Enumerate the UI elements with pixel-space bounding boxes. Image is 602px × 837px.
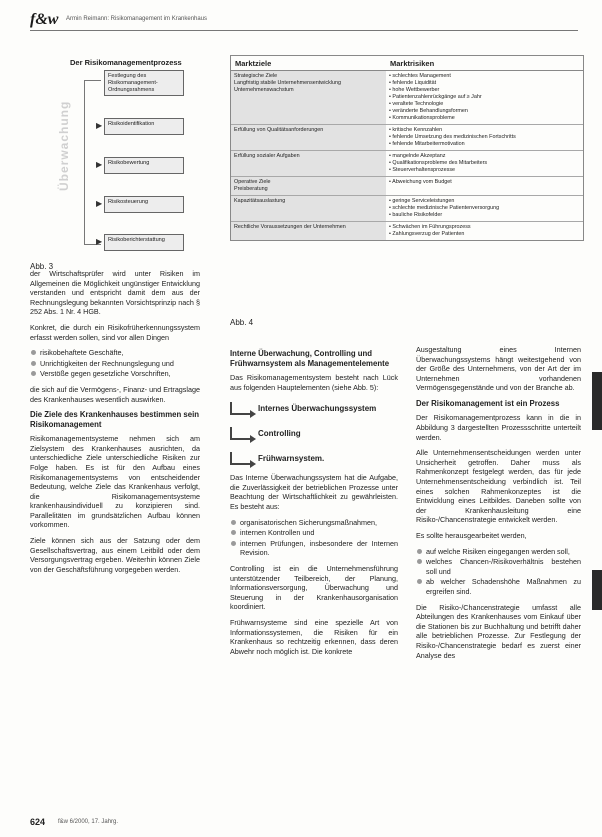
fig3-title: Der Risikomanagementprozess: [70, 58, 182, 67]
paragraph: Ausgestaltung eines Internen Überwachungssystems hängt weitestgehend von der Größe des Unternehmens, von der Art der im Unternehmen vorhandenen Vermögensgegenstände und von der Branche ab.: [416, 345, 581, 393]
header-divider: [30, 30, 578, 31]
market-risks-cell: [386, 196, 583, 221]
corner-arrow-icon: [230, 402, 250, 415]
list-item: organisatorischen Sicherungsmaßnahmen,: [240, 518, 398, 528]
fig4-caption: Abb. 4: [230, 318, 254, 327]
risk-item: • geringe Serviceleistungen: [389, 198, 580, 205]
risk-item: • Schwächen im Führungsprozess: [389, 224, 580, 231]
bullet-list: [230, 518, 398, 558]
paragraph: Ziele können sich aus der Satzung oder dem Gesellschaftsvertrag, aus einem Leitbild oder dem Versorgungsvertrag ergeben. Weiterhin können Ziele von der Geschäftsführung vorgegeben werden.: [30, 536, 200, 574]
risk-item: • hohe Wettbewerber: [389, 87, 580, 94]
risk-item: • schlechte medizinische Patientenversorgung: [389, 205, 580, 212]
paragraph: Es sollte herausgearbeitet werden,: [416, 531, 527, 540]
risk-item: • fehlende Liquidität: [389, 80, 580, 87]
paragraph: Der Risikomanagementprozess kann in die in Abbildung 3 dargestellten Prozessschritte unterteilt werden.: [416, 413, 581, 442]
arrow-right-icon: ▶: [96, 160, 103, 169]
fig3-caption: Abb. 3: [30, 262, 54, 271]
paragraph: Das Risikomanagementsystem besteht nach Lück aus folgenden Hauptelementen (siehe Abb. 5):: [230, 373, 398, 392]
risk-item: • bauliche Risikofelder: [389, 212, 580, 219]
journal-logo: f&w: [30, 11, 59, 28]
risk-item: • Abweichung vom Budget: [389, 179, 580, 186]
market-goal-cell: Operative Ziele Preisberatung: [231, 177, 386, 195]
risk-item: • kritische Kennzahlen: [389, 127, 580, 134]
paragraph: Frühwarnsysteme sind eine spezielle Art von Informationssystemen, die Risiken für ein Krankenhaus so rechtzeitig erkennen, dass deren Abwehr noch möglich ist. Die konkrete: [230, 617, 398, 656]
fig3-side-label: Überwachung: [57, 100, 71, 191]
risk-item: • Zahlungsverzug der Patienten: [389, 231, 580, 238]
risk-item: • Steuerverhaltensprozesse: [389, 167, 580, 174]
table-row: [231, 71, 583, 125]
market-risks-cell: [386, 151, 583, 176]
risk-item: • schlechtes Management: [389, 73, 580, 80]
market-risks-cell: [386, 125, 583, 150]
risk-item: • Kommunikationsprobleme: [389, 115, 580, 122]
market-goal-cell: Kapazitätsauslastung: [231, 196, 386, 221]
table-row: [231, 222, 583, 240]
risk-item: • veränderte Behandlungsformen: [389, 108, 580, 115]
section-heading: Interne Überwachung, Controlling und Frühwarnsystem als Managementelemente: [230, 349, 390, 368]
footer-citation: f&w 6/2000, 17. Jahrg.: [58, 819, 119, 825]
fig3-step-box: Festlegung des Risikomanagement-Ordnungsrahmens: [104, 70, 184, 96]
paragraph: die sich auf die Vermögens-, Finanz- und Ertragslage des Krankenhauses wesentlich auswirken.: [30, 384, 200, 404]
fig3-step-box: Risikosteuerung: [104, 196, 184, 213]
risk-item: • fehlende Umsetzung des medizinischen Fortschritts: [389, 134, 580, 141]
paragraph: Das Interne Überwachungssystem hat die Aufgabe, die Zuverlässigkeit der betrieblichen Prozesse unter Beachtung der Wirtschaftlichkeit zu gewährleisten. Es besteht aus:: [230, 473, 398, 511]
edge-tab-mark: [592, 372, 602, 430]
market-goal-cell: Rechtliche Voraussetzungen der Unternehmen: [231, 222, 386, 240]
table-row: [231, 196, 583, 222]
element-early-warning: [230, 448, 398, 469]
market-goal-cell: Strategische Ziele Langfristig stabile Unternehmensentwicklung Unternehmenswachstum: [231, 71, 386, 124]
section-heading: Der Risikomanagement ist ein Prozess: [416, 398, 560, 408]
fig4-table: [230, 55, 584, 241]
market-goal-cell: Erfüllung von Qualitätsanforderungen: [231, 125, 386, 150]
table-row: [231, 125, 583, 151]
market-risks-cell: [386, 222, 583, 240]
paragraph: Konkret, die durch ein Risikofrüherkennungssystem erfasst werden sollen, sind vor allen Dingen: [30, 322, 200, 342]
corner-arrow-icon: [230, 452, 250, 465]
list-item: risikobehaftete Geschäfte,: [40, 348, 200, 358]
bullet-list: [416, 547, 581, 597]
list-item: welches Chancen-/Risikoverhältnis bestehen soll und: [426, 557, 581, 576]
paragraph: Alle Unternehmensentscheidungen werden unter Unsicherheit getroffen. Daher muss als Rahmenkonzept festgelegt werden, das für jede Unternehmensentscheidung verbindlich ist. Teil eines solchen Rahmenkonzeptes ist die Entwicklung eines Leitbildes. Daneben sollte von der Krankenhausleitung eine Risiko-/Chancenstrategie entwickelt werden.: [416, 448, 581, 525]
element-controlling: [230, 423, 398, 444]
market-goal-cell: Erfüllung sozialer Aufgaben: [231, 151, 386, 176]
page-number: 624: [30, 817, 46, 827]
list-item: ab welcher Schadenshöhe Maßnahmen zu ergreifen sind.: [426, 577, 581, 596]
section-heading: Die Ziele des Krankenhauses bestimmen sein Risikomanagement: [30, 410, 199, 429]
risk-item: • veraltete Technologie: [389, 101, 580, 108]
fig4-col-goals: Marktziele: [235, 59, 272, 68]
list-item: Verstöße gegen gesetzliche Vorschriften,: [40, 369, 200, 379]
risk-item: • Qualifikationsprobleme des Mitarbeiters: [389, 160, 580, 167]
paragraph: der Wirtschaftsprüfer wird unter Risiken im Allgemeinen die Möglichkeit ungünstiger Entwicklung verstanden und entspricht damit dem aus der Rechnungslegung bekannten Vorsichtsprinzip nach § 252 Abs. 1 Nr. 4 HGB.: [30, 269, 200, 317]
edge-tab-mark: [592, 570, 602, 610]
fig4-col-risks: Marktrisiken: [390, 59, 435, 68]
risk-item: • mangelnde Akzeptanz: [389, 153, 580, 160]
fig3-step-box: Risikobewertung: [104, 157, 184, 174]
risk-item: • fehlende Mitarbeitermotivation: [389, 141, 580, 148]
text-column-middle: [230, 345, 398, 662]
list-item: internen Prüfungen, insbesondere der Internen Revision.: [240, 538, 398, 558]
fig3-step-box: Risikoberichterstattung: [104, 234, 184, 251]
element-label: Internes Überwachungssystem: [258, 403, 377, 413]
list-item: auf welche Risiken eingegangen werden soll,: [426, 547, 581, 557]
arrow-right-icon: ▶: [96, 237, 103, 246]
arrow-right-icon: ▶: [96, 199, 103, 208]
element-label: Controlling: [258, 428, 301, 438]
paragraph: Controlling ist ein die Unternehmensführung unterstützender Teilbereich, der Planung, Informationsversorgung, Überwachung und Steuerung in der Krankenhausorganisation koordiniert.: [230, 563, 398, 612]
text-column-left: [30, 269, 200, 580]
fig3-step-box: Risikoidentifikation: [104, 118, 184, 135]
running-header: Armin Reimann: Risikomanagement im Krankenhaus: [66, 16, 208, 22]
element-internal-monitoring: [230, 398, 398, 419]
market-risks-cell: [386, 177, 583, 195]
paragraph: Risikomanagementsysteme nehmen sich am Zielsystem des Krankenhauses ausrichten, da unterschiedliche Ziele unterschiedliche Risiken zur Folge haben. Es ist für den Aufbau eines Risikomanagementsystems von entscheidender Bedeutung, welche Ziele das Krankenhaus verfolgt, die Risikomanagementsysteme krankenhausindividuell zu konzipieren sind. Parallelitäten im grundsätzlichen Aufbau können vorkommen.: [30, 434, 200, 530]
element-label: Frühwarnsystem.: [258, 453, 325, 463]
table-row: [231, 177, 583, 196]
paragraph: Die Risiko-/Chancenstrategie umfasst alle Abteilungen des Krankenhauses vom Einkauf über die Stationen bis zur Buchhaltung und betrifft daher alle betrieblichen Prozesse. Zur Festlegung der Risiko-/Chancenstrategie bedarf es zuerst einer Analyse des: [416, 602, 581, 660]
text-column-right: [416, 345, 581, 666]
table-row: [231, 151, 583, 177]
fig4-table-header: [231, 56, 583, 71]
corner-arrow-icon: [230, 427, 250, 440]
risk-item: • Patientenzahlenrückgänge auf ≥ Jahr: [389, 94, 580, 101]
arrow-right-icon: ▶: [96, 121, 103, 130]
market-risks-cell: [386, 71, 583, 124]
list-item: Unrichtigkeiten der Rechnungslegung und: [40, 359, 200, 369]
bullet-list: [30, 348, 200, 379]
list-item: internen Kontrollen und: [240, 528, 398, 538]
